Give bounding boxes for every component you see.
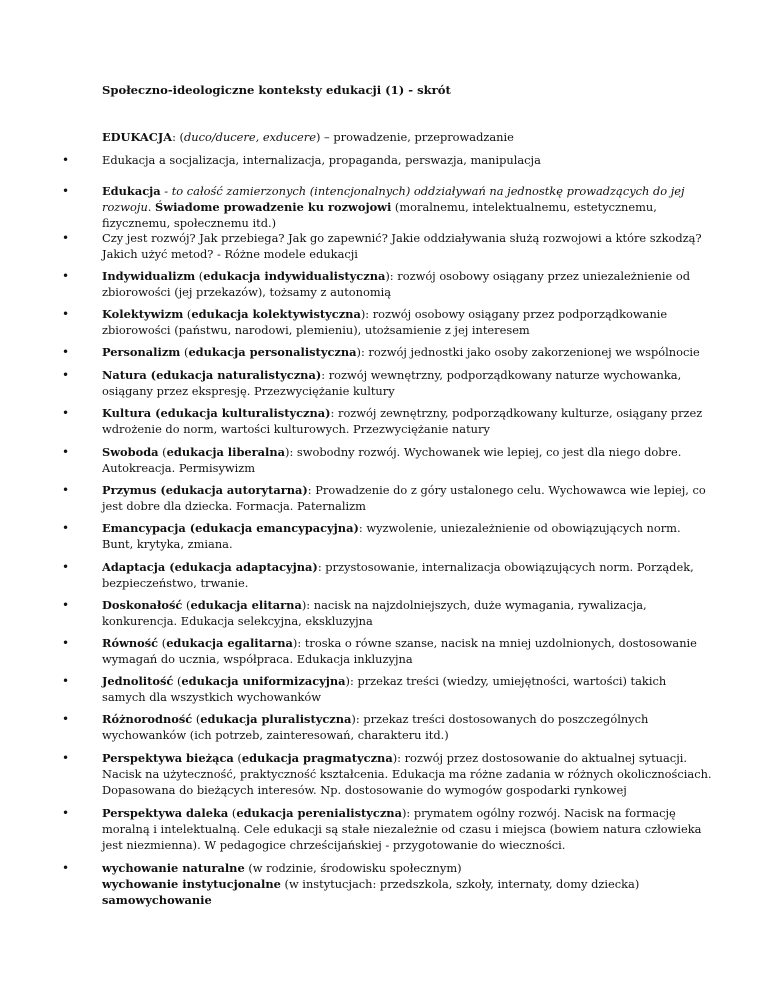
item-text: : rozwój zewnętrzny, podporządkowany kulturze, osiągany przez <box>330 406 703 420</box>
item-text: moralną i intelektualną. Cele edukacji są stałe niezależnie od czasu i miejsca (bowiem natura człowieka <box>102 822 702 836</box>
bullet: • <box>62 231 70 245</box>
item-term: Perspektywa bieżąca <box>102 751 234 765</box>
item-text: ): nacisk na najzdolniejszych, duże wymagania, rywalizacja, <box>301 598 647 612</box>
item-text: ): rozwój przez dostosowanie do aktualnej sytuacji. <box>392 751 687 765</box>
item-text: ( <box>173 674 182 688</box>
bullet: • <box>62 712 70 726</box>
item-text: ( <box>180 345 189 359</box>
item-term: edukacja egalitarna <box>166 636 293 650</box>
item-text: : rozwój wewnętrzny, podporządkowany naturze wychowanka, <box>321 368 682 382</box>
item-text: (moralnemu, intelektualnemu, estetycznemu, <box>391 200 657 214</box>
item-term: Emancypacja (edukacja emancypacyjna) <box>102 521 359 535</box>
bullet: • <box>62 368 70 382</box>
bullet: • <box>62 345 70 359</box>
item-text: Bunt, krytyka, zmiana. <box>102 537 233 551</box>
item-term: Personalizm <box>102 345 181 359</box>
item-text: - to całość zamierzonych (intencjonalnych) oddziaływań na jednostkę prowadzących do jej <box>160 184 685 198</box>
item-term: wychowanie naturalne <box>102 861 245 875</box>
item-text: ): przekaz treści dostosowanych do poszczególnych <box>351 712 649 726</box>
bullet: • <box>62 307 70 321</box>
item-text: : przystosowanie, internalizacja obowiązujących norm. Porządek, <box>317 560 694 574</box>
item-text: wymagań do ucznia, współpraca. Edukacja inkluzyjna <box>102 652 413 666</box>
item-term: Różnorodność <box>102 712 193 726</box>
item-text: ( <box>182 598 191 612</box>
item-term: edukacja elitarna <box>190 598 302 612</box>
bullet: • <box>62 861 70 875</box>
item-term: Swoboda <box>102 445 159 459</box>
item-text: konkurencja. Edukacja selekcyjna, ekskluzyjna <box>102 614 373 628</box>
item-text: wdrożenie do norm, wartości kulturowych. Przezwyciężanie natury <box>102 422 490 436</box>
document-title: Społeczno-ideologiczne konteksty edukacji (1) - skrót <box>102 83 451 97</box>
item-text: ): swobodny rozwój. Wychowanek wie lepiej, co jest dla niego dobre. <box>285 445 682 459</box>
item-term: samowychowanie <box>102 893 212 907</box>
edukacja-meaning: ) – prowadzenie, przeprowadzanie <box>315 130 514 144</box>
item-term: edukacja pragmatyczna <box>241 751 393 765</box>
item-text: : wyzwolenie, uniezależnienie od obowiązujących norm. <box>358 521 681 535</box>
item-text: ): prymatem ogólny rozwój. Nacisk na formację <box>401 806 676 820</box>
item-text: ( <box>228 806 237 820</box>
item-text: ( <box>158 445 167 459</box>
item-term: Adaptacja (edukacja adaptacyjna) <box>102 560 318 574</box>
item-text: Nacisk na użyteczność, praktyczność kształcenia. Edukacja ma różne zadania w różnych okolicznościach. <box>102 767 712 781</box>
item-text: ( <box>195 269 204 283</box>
bullet: • <box>62 636 70 650</box>
item-term: edukacja perenialistyczna <box>236 806 402 820</box>
item-text: Jakich użyć metod? - Różne modele edukacji <box>102 247 358 261</box>
item-term: wychowanie instytucjonalne <box>102 877 281 891</box>
edukacja-definition <box>102 129 514 145</box>
edukacja-colon: : ( <box>172 130 184 144</box>
item-text: zbiorowości (jej przekazów), tożsamy z autonomią <box>102 285 392 299</box>
item-term: edukacja uniformizacyjna <box>181 674 346 688</box>
item-term: edukacja liberalna <box>166 445 286 459</box>
item-term: edukacja pluralistyczna <box>200 712 352 726</box>
item-term: Doskonałość <box>102 598 183 612</box>
bullet: • <box>62 598 70 612</box>
edukacja-latin: duco/ducere, exducere <box>183 130 316 144</box>
item-term: edukacja kolektywistyczna <box>191 307 361 321</box>
item-text: samych dla wszystkich wychowanków <box>102 690 322 704</box>
item-text: ( <box>183 307 192 321</box>
bullet: • <box>62 521 70 535</box>
item-text: Czy jest rozwój? Jak przebiega? Jak go zapewnić? Jakie oddziaływania służą rozwojowi a które szkodzą? <box>102 231 702 245</box>
item-text: ( <box>158 636 167 650</box>
item-text: . <box>147 200 156 214</box>
item-text: Edukacja a socjalizacja, internalizacja, propaganda, perswazja, manipulacja <box>102 153 541 167</box>
item-term: Natura (edukacja naturalistyczna) <box>102 368 322 382</box>
item-text: ( <box>233 751 242 765</box>
item-text: jest niezmienna). W pedagogice chrześcijańskiej - przygotowanie do wieczności. <box>102 838 566 852</box>
item-term: edukacja indywidualistyczna <box>203 269 386 283</box>
item-text: (w rodzinie, środowisku społecznym) <box>244 861 462 875</box>
item-text: Autokreacja. Permisywizm <box>102 461 256 475</box>
item-text: ): rozwój jednostki jako osoby zakorzenionej we wspólnocie <box>356 345 700 359</box>
item-text: ( <box>192 712 201 726</box>
bullet: • <box>62 560 70 574</box>
item-text: ): rozwój osobowy osiągany przez uniezależnienie od <box>385 269 690 283</box>
item-term: Edukacja <box>102 184 161 198</box>
item-term: Kolektywizm <box>102 307 184 321</box>
item-text: rozwoju <box>102 200 148 214</box>
item-text: bezpieczeństwo, trwanie. <box>102 576 249 590</box>
item-text: zbiorowości (państwu, narodowi, plemieniu), utożsamienie z jej interesem <box>102 323 530 337</box>
item-text: ): przekaz treści (wiedzy, umiejętności, wartości) takich <box>345 674 667 688</box>
item-term: Przymus (edukacja autorytarna) <box>102 483 308 497</box>
item-text: fizycznemu, społecznemu itd.) <box>102 216 277 230</box>
bullet: • <box>62 269 70 283</box>
item-text: Dopasowana do bieżących interesów. Np. dostosowanie do wymogów gospodarki rynkowej <box>102 783 627 797</box>
item-text: wychowanków (ich potrzeb, zainteresowań, charakteru itd.) <box>102 728 449 742</box>
item-text: jest dobre dla dziecka. Formacja. Paternalizm <box>102 499 366 513</box>
item-text: osiągany przez ekspresję. Przezwyciężanie kultury <box>102 384 395 398</box>
item-term: edukacja personalistyczna <box>188 345 357 359</box>
bullet: • <box>62 806 70 820</box>
item-term: Perspektywa daleka <box>102 806 229 820</box>
bullet: • <box>62 406 70 420</box>
item-text: (w instytucjach: przedszkola, szkoły, internaty, domy dziecka) <box>280 877 640 891</box>
bullet: • <box>62 445 70 459</box>
bullet: • <box>62 153 70 167</box>
item-text: : Prowadzenie do z góry ustalonego celu. Wychowawca wie lepiej, co <box>307 483 706 497</box>
item-term: Jednolitość <box>102 674 174 688</box>
item-term: Kultura (edukacja kulturalistyczna) <box>102 406 331 420</box>
item-term: Świadome prowadzenie ku rozwojowi <box>155 200 392 214</box>
bullet: • <box>62 751 70 765</box>
item-text: ): rozwój osobowy osiągany przez podporządkowanie <box>360 307 668 321</box>
bullet: • <box>62 483 70 497</box>
item-text: ): troska o równe szanse, nacisk na mniej uzdolnionych, dostosowanie <box>292 636 697 650</box>
bullet: • <box>62 674 70 688</box>
item-term: Indywidualizm <box>102 269 196 283</box>
bullet: • <box>62 184 70 198</box>
edukacja-term: EDUKACJA <box>102 130 173 144</box>
item-term: Równość <box>102 636 159 650</box>
